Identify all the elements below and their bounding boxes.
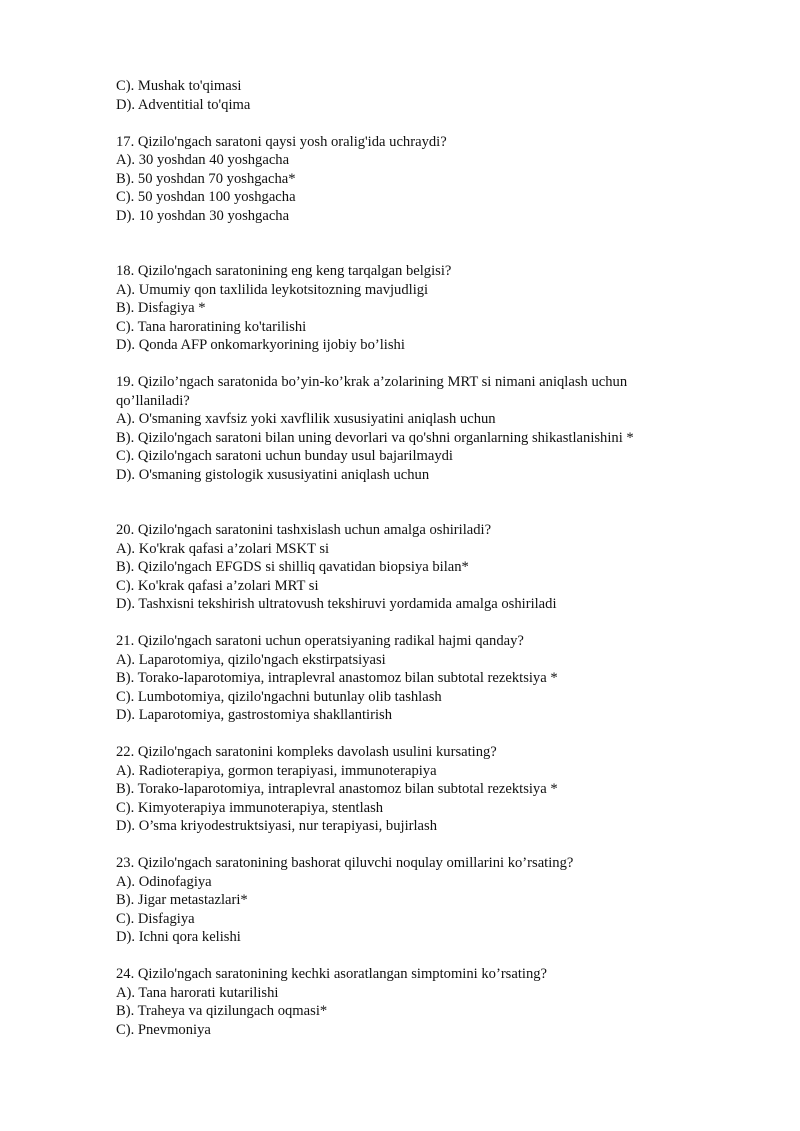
option-a: A). Laparotomiya, qizilo'ngach ekstirpatsiyasi [116, 651, 386, 668]
question-text: 18. Qizilo'ngach saratonining eng keng tarqalgan belgisi? [116, 263, 452, 279]
document-page [116, 77, 756, 1039]
option-b: B). Jigar metastazlari* [116, 892, 248, 908]
option-b: B). Qizilo'ngach EFGDS si shilliq qavatidan biopsiya bilan* [116, 559, 469, 575]
option-d: D). Qonda AFP onkomarkyorining ijobiy bo’lishi [116, 337, 405, 353]
option-b: B). Disfagiya * [116, 300, 206, 316]
option-b: B). 50 yoshdan 70 yoshgacha* [116, 170, 296, 187]
option-c: C). 50 yoshdan 100 yoshgacha [116, 189, 296, 205]
question-block-17 [116, 133, 756, 226]
option-c: C). Disfagiya [116, 910, 195, 927]
question-block-23 [116, 854, 756, 947]
question-text: 19. Qizilo’ngach saratonida bo’yin-ko’krak a’zolarining MRT si nimani aniqlash uchun [116, 374, 628, 390]
option-c: C). Tana haroratining ko'tarilishi [116, 318, 307, 335]
option-c: C). Pnevmoniya [116, 1021, 211, 1038]
question-block-21 [116, 632, 756, 725]
option-d: D). 10 yoshdan 30 yoshgacha [116, 207, 290, 224]
option-d: D). O’sma kriyodestruktsiyasi, nur terapiyasi, bujirlash [116, 818, 438, 834]
question-block-16-tail [116, 77, 756, 114]
question-block-22 [116, 743, 756, 836]
question-block-20 [116, 521, 756, 614]
question-text: 17. Qizilo'ngach saratoni qaysi yosh oralig'ida uchraydi? [116, 133, 447, 150]
option-a: A). Odinofagiya [116, 873, 212, 890]
option-a: A). Umumiy qon taxlilida leykotsitozning mavjudligi [116, 281, 429, 298]
option-d: D). Ichni qora kelishi [116, 929, 241, 945]
option-c: C). Qizilo'ngach saratoni uchun bunday usul bajarilmaydi [116, 448, 453, 464]
question-text: 24. Qizilo'ngach saratonining kechki asoratlangan simptomini ko’rsating? [116, 966, 548, 982]
option-a: A). Ko'krak qafasi a’zolari MSKT si [116, 540, 330, 557]
option-d: D). Laparotomiya, gastrostomiya shakllantirish [116, 707, 393, 723]
question-text: 23. Qizilo'ngach saratonining bashorat qiluvchi noqulay omillarini ko’rsating? [116, 855, 574, 871]
question-text-continued: qo’llaniladi? [116, 392, 190, 409]
option-a: A). 30 yoshdan 40 yoshgacha [116, 152, 290, 168]
option-b: B). Qizilo'ngach saratoni bilan uning devorlari va qo'shni organlarning shikastlanishini * [116, 429, 634, 446]
option-b: B). Traheya va qizilungach oqmasi* [116, 1003, 328, 1019]
option-c: C). Ko'krak qafasi a’zolari MRT si [116, 577, 319, 594]
option-a: A). Radioterapiya, gormon terapiyasi, immunoterapiya [116, 762, 437, 779]
question-text: 20. Qizilo'ngach saratonini tashxislash uchun amalga oshiriladi? [116, 522, 492, 538]
option-d: D). O'smaning gistologik xususiyatini aniqlash uchun [116, 466, 430, 483]
option-d: D). Tashxisni tekshirish ultratovush tekshiruvi yordamida amalga oshiriladi [116, 596, 557, 612]
option-c: C). Lumbotomiya, qizilo'ngachni butunlay olib tashlash [116, 688, 442, 705]
option-a: A). O'smaning xavfsiz yoki xavflilik xususiyatini aniqlash uchun [116, 411, 496, 427]
option-b: B). Torako-laparotomiya, intraplevral anastomoz bilan subtotal rezektsiya * [116, 781, 558, 797]
option-a: A). Tana harorati kutarilishi [116, 984, 279, 1001]
question-block-19 [116, 373, 756, 484]
question-text: 21. Qizilo'ngach saratoni uchun operatsiyaning radikal hajmi qanday? [116, 633, 524, 649]
question-block-18 [116, 262, 756, 355]
option-d: D). Adventitial to'qima [116, 96, 251, 113]
question-text: 22. Qizilo'ngach saratonini kompleks davolash usulini kursating? [116, 744, 497, 760]
option-c: C). Mushak to'qimasi [116, 78, 242, 94]
option-c: C). Kimyoterapiya immunoterapiya, stentlash [116, 799, 384, 816]
option-b: B). Torako-laparotomiya, intraplevral anastomoz bilan subtotal rezektsiya * [116, 670, 558, 686]
question-block-24 [116, 965, 756, 1039]
